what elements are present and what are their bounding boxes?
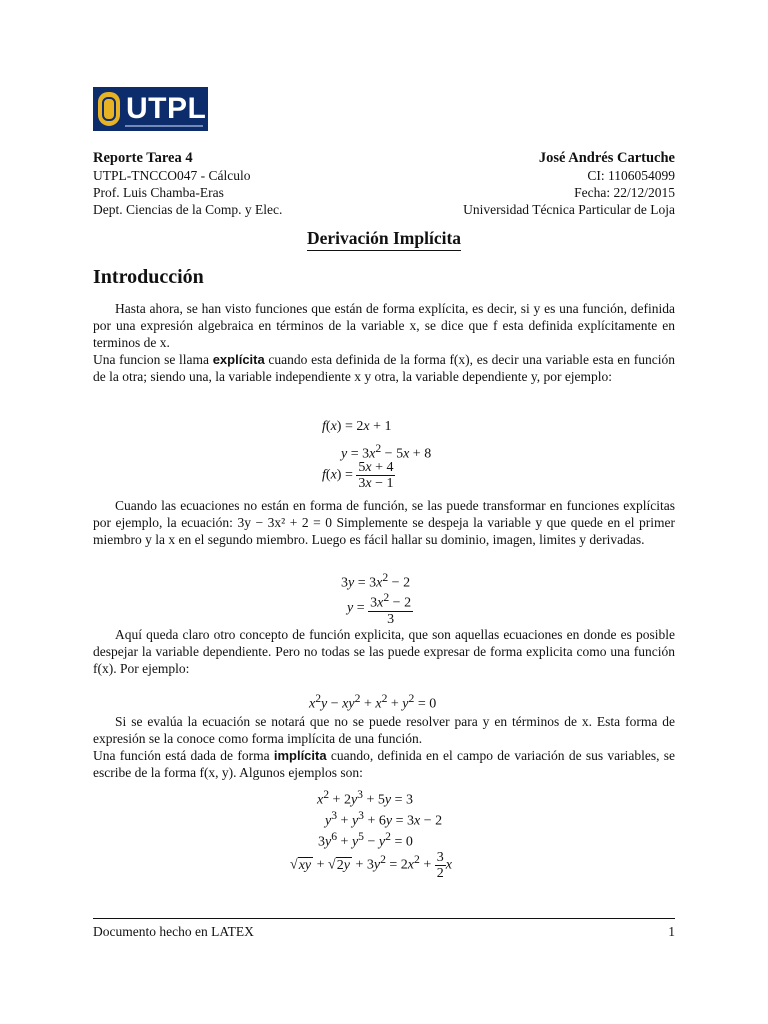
intro-paragraph-1: Hasta ahora, se han visto funciones que están de forma explícita, es decir, si y es una función, definida por una expresión algebraica en términos de la variable x, se dice que f esta definida explícitamente en terminos de x. Una funcion se llama explícita cuando esta definida de la forma f(x), es decir una variable esta en función de la otra; siendo una, la variable independiente x y otra, la variable dependiente y, por ejemplo: bbox=[93, 301, 675, 384]
equation-6: $x^2y - xy^2 + x^2 + y^2 = 0$ bbox=[309, 692, 437, 712]
university-seal-icon bbox=[98, 92, 120, 126]
section-heading: Introducción bbox=[93, 266, 204, 288]
date: Fecha: 22/12/2015 bbox=[574, 185, 675, 200]
equation-9: $3y^6 + y^5 - y^2 = 0$ bbox=[318, 830, 413, 850]
intro-paragraph-3: Aquí queda claro otro concepto de función explicita, que son aquellas ecuaciones en donde es posible despejar la variable dependiente. Pero no todas se las puede expresar de forma explicita como una función f(x). Por ejemplo: bbox=[93, 627, 675, 676]
equation-2: $y = 3x^2 - 5x + 8$ bbox=[341, 442, 432, 462]
equation-4: $3y = 3x^2 - 2$ bbox=[341, 571, 411, 591]
equation-3: f(x) = $\frac{5x + 4}{3x - 1}$ bbox=[322, 460, 394, 491]
intro-paragraph-4: Si se evalúa la ecuación se notará que no se puede resolver para y en términos de x. Esta forma de expresión se la conoce como forma implícita de una función. Una función está dada de forma implícita cuando, definida en el campo de variación de sus variables, se escribe de la forma f(x, y). Algunos ejemplos son: bbox=[93, 714, 675, 780]
page-number: 1 bbox=[668, 924, 675, 939]
course-code: UTPL-TNCCO047 - Cálculo bbox=[93, 168, 251, 183]
footer-rule bbox=[93, 918, 675, 919]
equation-5: y = $\frac{3x^2 - 2}{3}$ bbox=[347, 591, 412, 627]
page-footer bbox=[93, 924, 675, 940]
equation-8: $y^3 + y^3 + 6y = 3x - 2$ bbox=[325, 809, 443, 829]
utpl-logo bbox=[93, 87, 208, 131]
keyword-implicita: implícita bbox=[273, 748, 327, 763]
logo-text: UTPL bbox=[126, 92, 207, 125]
university: Universidad Técnica Particular de Loja bbox=[463, 202, 675, 217]
equation-10: $√xy + √2y + 3y^2 = 2x^2$ + $\frac{3}{2}$ x bbox=[290, 850, 452, 881]
professor: Prof. Luis Chamba-Eras bbox=[93, 185, 224, 200]
department: Dept. Ciencias de la Comp. y Elec. bbox=[93, 202, 283, 217]
student-id: CI: 1106054099 bbox=[587, 168, 675, 183]
document-title: Derivación Implícita bbox=[0, 228, 768, 249]
report-name: Reporte Tarea 4 bbox=[93, 150, 193, 166]
keyword-explicita: explícita bbox=[212, 352, 265, 367]
equation-1: f(x) = 2x + 1 bbox=[322, 419, 392, 434]
report-header bbox=[93, 150, 675, 218]
equation-7: $x^2 + 2y^3 + 5y = 3$ bbox=[317, 788, 414, 808]
footer-credit: Documento hecho en LATEX bbox=[93, 924, 254, 939]
author-name: José Andrés Cartuche bbox=[538, 150, 675, 166]
intro-paragraph-2: Cuando las ecuaciones no están en forma de función, se las puede transformar en funciones explícitas por ejemplo, la ecuación: 3y − 3x² + 2 = 0 Simplemente se despeja la variable y que quede en el primer miembro y la x en el segundo miembro. Luego es fácil hallar su dominio, imagen, limites y derivadas. bbox=[93, 498, 675, 547]
